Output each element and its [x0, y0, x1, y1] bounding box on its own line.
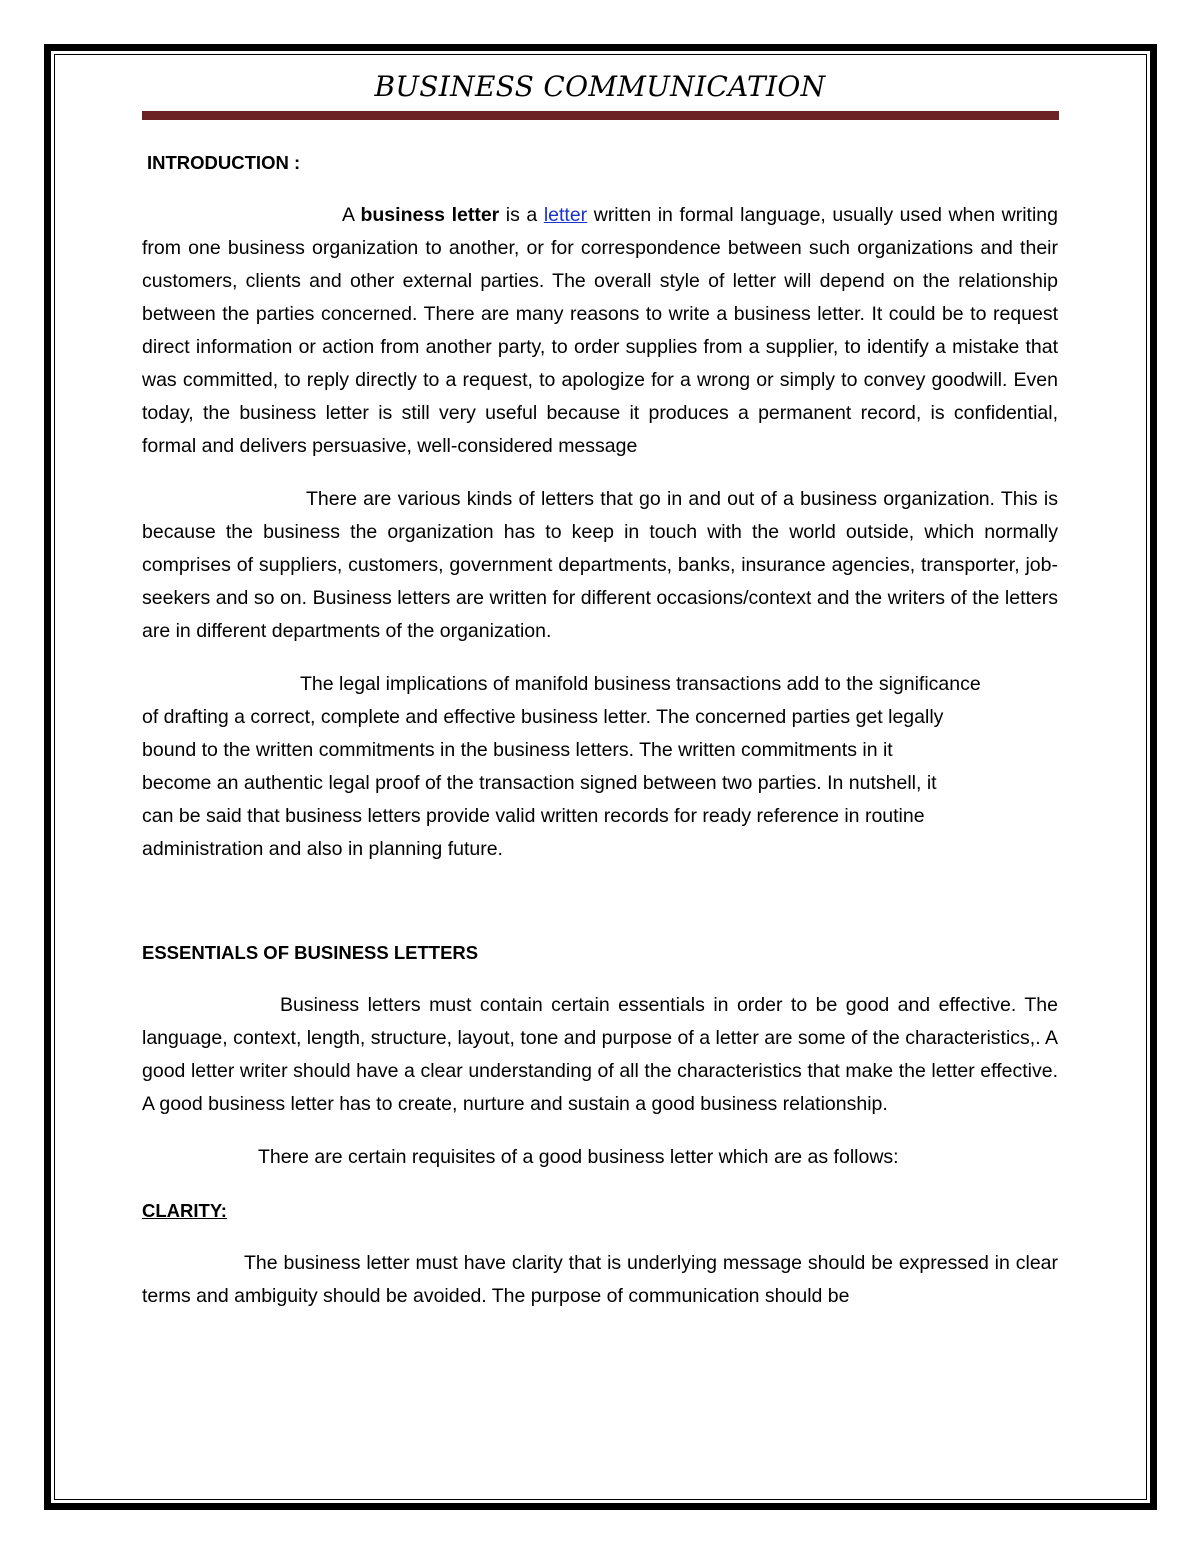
intro-text-rest: written in formal language, usually used when writing from one business organization to another, or for correspondence between such organizations and their customers, clients and other external parties. The overall style of letter will depend on the relationship between the parties concerned. There are many reasons to write a business letter. It could be to request direct information or action from another party, to order supplies from a supplier, to identify a mistake that was committed, to reply directly to a request, to apologize for a wrong or simply to convey goodwill. Even today, the business letter is still very useful because it produces a permanent record, is confidential, formal and delivers persuasive, well-considered message: [142, 204, 1058, 457]
requisites-line: There are certain requisites of a good business letter which are as follows:: [258, 1146, 899, 1168]
intro-text-start: A: [342, 204, 361, 226]
kinds-paragraph: There are various kinds of letters that go in and out of a business organization. This is because the business the organization has to keep in touch with the world outside, which normally comprises of suppliers, customers, government departments, banks, insurance agencies, transporter, job-seekers and so on. Business letters are written for different occasions/context and the writers of the letters are in different departments of the organization.: [142, 488, 1058, 642]
legal-line: become an authentic legal proof of the transaction signed between two parties. In nutshell, it: [142, 772, 937, 794]
legal-line: can be said that business letters provide valid written records for ready reference in routine: [142, 805, 925, 827]
document-body: [142, 146, 1058, 1313]
essentials-paragraph: Business letters must contain certain essentials in order to be good and effective. The language, context, length, structure, layout, tone and purpose of a letter are some of the characteristics,. A good letter writer should have a clear understanding of all the characteristics that make the letter effective. A good business letter has to create, nurture and sustain a good business relationship.: [142, 994, 1058, 1115]
intro-text-mid: is a: [499, 204, 544, 226]
intro-paragraph: [142, 199, 1058, 463]
legal-line: bound to the written commitments in the business letters. The written commitments in it: [142, 739, 893, 761]
legal-line: The legal implications of manifold business transactions add to the significance: [300, 673, 981, 695]
business-letter-term: business letter: [360, 204, 500, 226]
introduction-heading: INTRODUCTION :: [147, 152, 301, 173]
clarity-heading: CLARITY:: [142, 1200, 227, 1221]
clarity-paragraph: The business letter must have clarity that is underlying message should be expressed in clear terms and ambiguity should be avoided. The purpose of communication should be: [142, 1252, 1058, 1307]
title-divider: [142, 111, 1059, 120]
legal-line: of drafting a correct, complete and effective business letter. The concerned parties get legally: [142, 706, 944, 728]
legal-paragraph: [142, 668, 1058, 866]
letter-link[interactable]: letter: [543, 204, 588, 226]
essentials-heading: ESSENTIALS OF BUSINESS LETTERS: [142, 942, 479, 963]
legal-line: administration and also in planning future.: [142, 838, 503, 860]
page-title: BUSINESS COMMUNICATION: [374, 70, 826, 103]
